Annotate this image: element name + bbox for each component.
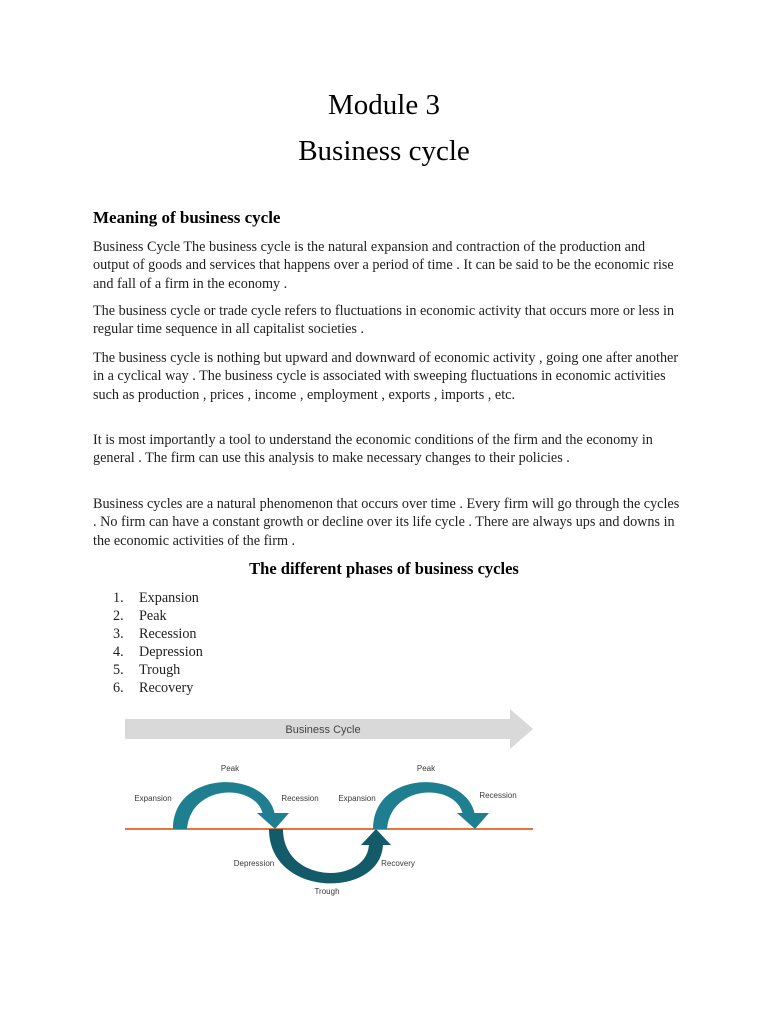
arc-depression-recovery [269,829,383,883]
list-item [113,625,203,643]
list-label: Recovery [139,680,194,697]
label-peak-1: Peak [220,764,240,773]
label-recession-1: Recession [281,794,319,803]
label-depression: Depression [233,859,275,868]
label-expansion-1: Expansion [134,794,172,803]
paragraph-fluctuations: The business cycle is nothing but upward and downward of economic activity , going one after another in a cyclical way . The business cycle is associated with sweeping fluctuations in economic activities such as production , prices , income , employment , exports , imports , etc. [93,350,679,403]
banner-title: Business Cycle [285,724,361,736]
page-title: Business cycle [298,135,470,167]
list-number: 5. [113,662,124,679]
paragraph-trade-cycle: The business cycle or trade cycle refers to fluctuations in economic activity that occurs more or less in regular time sequence in all capitalist societies . [93,303,675,338]
list-number: 6. [113,680,124,697]
list-label: Recession [139,626,197,643]
module-title: Module 3 [328,89,440,121]
list-number: 3. [113,626,124,643]
list-label: Depression [139,644,203,661]
business-cycle-diagram [117,705,537,901]
label-peak-2: Peak [416,764,436,773]
list-label: Peak [139,608,167,625]
arc-expansion-recession-2 [373,782,475,829]
list-number: 4. [113,644,124,661]
label-recovery: Recovery [381,859,415,868]
business-cycle-figure [117,705,537,901]
list-item [113,679,203,697]
label-trough: Trough [314,887,340,896]
phases-heading: The different phases of business cycles [249,559,519,578]
list-item [113,589,203,607]
label-recession-2: Recession [479,791,517,800]
arc-expansion-recession-1 [173,782,275,829]
list-label: Trough [139,662,181,679]
list-number: 1. [113,590,124,606]
section-heading: Meaning of business cycle [93,208,281,227]
label-expansion-2: Expansion [338,794,376,803]
list-item [113,643,203,661]
paragraph-definition: Business Cycle The business cycle is the natural expansion and contraction of the production and output of goods and services that happens over a period of time . It can be said to be the economic rise and fall of a firm in the economy . [93,239,674,292]
list-item [113,661,203,679]
arrow-head-recession-2 [457,813,489,829]
paragraph-phenomenon: Business cycles are a natural phenomenon that occurs over time . Every firm will go through the cycles . No firm can have a constant growth or decline over its life cycle . There are always ups and downs in the economic activities of the firm . [93,496,680,549]
paragraph-tool: It is most importantly a tool to understand the economic conditions of the firm and the economy in general . The firm can use this analysis to make necessary changes to their policies . [93,432,653,467]
list-label: Expansion [139,590,199,606]
list-item [113,607,203,625]
arrow-head-recession-1 [257,813,289,829]
phase-list [113,589,203,698]
list-number: 2. [113,608,124,625]
arrow-head-recovery [361,829,391,845]
